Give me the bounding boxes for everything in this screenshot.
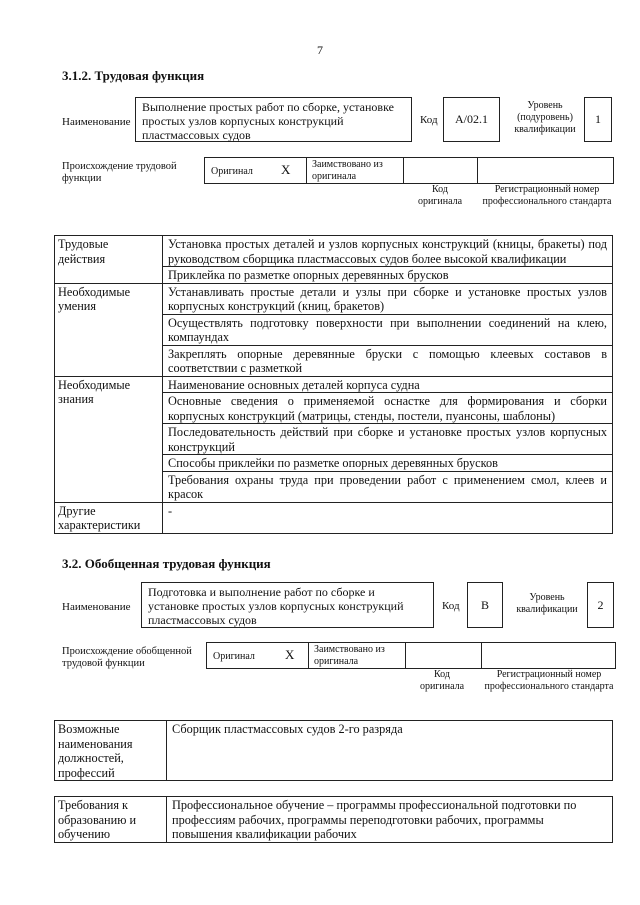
generalized-function-name-value: Подготовка и выполнение работ по сборке и установке простых узлов корпусных конструкций пластмассовых судов <box>148 585 404 627</box>
function-name-box <box>135 97 412 142</box>
table-row <box>55 283 613 314</box>
reg-number-label: Регистрационный номер профессионального стандарта <box>482 184 612 207</box>
table-row <box>55 376 613 393</box>
table-cell: Осуществлять подготовку поверхности при выполнении соединений на клею, компаундах <box>163 314 613 345</box>
table-cell: Установка простых деталей и узлов корпусных конструкций (кницы, бракеты) под руководством сборщика пластмассовых судов более высокой квалификации <box>163 236 613 267</box>
table-cell: Способы приклейки по разметке опорных деревянных брусков <box>163 455 613 472</box>
code-original-label-2: Код оригинала <box>419 669 465 692</box>
original-mark: X <box>281 162 291 177</box>
origin-row-2 <box>206 642 616 669</box>
original-label: Оригинал <box>211 166 253 177</box>
level-label-2: Уровень квалификации <box>516 592 578 615</box>
table-cell: Приклейка по разметке опорных деревянных брусков <box>163 267 613 284</box>
row-label: Требования к образованию и обучению <box>55 797 167 843</box>
origin-row <box>204 157 614 184</box>
level-value: 1 <box>595 112 601 126</box>
row-label: Необходимые знания <box>55 376 163 502</box>
labor-function-table <box>54 235 613 534</box>
name-label: Наименование <box>62 116 131 128</box>
table-cell: Последовательность действий при сборке и установке простых узлов корпусных конструкций <box>163 424 613 455</box>
table-cell: Сборщик пластмассовых судов 2-го разряда <box>167 721 613 781</box>
row-label: Другие характеристики <box>55 502 163 533</box>
level-value-box-2 <box>587 582 614 628</box>
origin-label: Происхождение трудовой функции <box>62 161 177 184</box>
generalized-function-name-box <box>141 582 434 628</box>
table-cell: Профессиональное обучение – программы профессиональной подготовки по профессиям рабочих, программы переподготовки рабочих, программы повышения квалификации рабочих <box>167 797 613 843</box>
row-label: Необходимые умения <box>55 283 163 376</box>
table-cell: - <box>163 502 613 533</box>
table-cell: Требования охраны труда при проведении работ с применением смол, клеев и красок <box>163 471 613 502</box>
code-value-box <box>443 97 500 142</box>
section-heading-3-1-2: 3.1.2. Трудовая функция <box>62 68 205 83</box>
divider <box>405 643 406 668</box>
section-heading-3-2: 3.2. Обобщенная трудовая функция <box>62 556 271 571</box>
divider <box>308 643 309 668</box>
divider <box>477 158 478 183</box>
table-cell: Основные сведения о применяемой оснастке для формирования и сборки корпусных конструкций (матрицы, стенды, постели, пуансоны, шаблоны) <box>163 393 613 424</box>
education-table <box>54 796 613 843</box>
code-label: Код <box>420 114 438 126</box>
level-value-2: 2 <box>597 598 604 612</box>
table-cell: Закреплять опорные деревянные бруски с помощью клеевых составов в соответствии с разметкой <box>163 345 613 376</box>
code-value: А/02.1 <box>455 112 488 126</box>
origin-label-2: Происхождение обобщенной трудовой функции <box>62 646 192 669</box>
code-label-2: Код <box>442 600 460 612</box>
code-original-label: Код оригинала <box>417 184 463 207</box>
table-cell: Устанавливать простые детали и узлы при сборке и установке простых узлов корпусных конструкций (книц, бракетов) <box>163 283 613 314</box>
divider <box>481 643 482 668</box>
table-row <box>55 721 613 781</box>
code-value-box-2 <box>467 582 503 628</box>
original-mark-2: X <box>285 647 295 662</box>
borrowed-label-2: Заимствовано из оригинала <box>314 644 385 667</box>
reg-number-label-2: Регистрационный номер профессионального стандарта <box>484 669 614 692</box>
positions-table <box>54 720 613 781</box>
code-value-2: B <box>480 598 489 612</box>
divider <box>306 158 307 183</box>
original-label-2: Оригинал <box>213 651 255 662</box>
divider <box>403 158 404 183</box>
table-row <box>55 502 613 533</box>
row-label: Трудовые действия <box>55 236 163 284</box>
table-row <box>55 236 613 267</box>
name-label-2: Наименование <box>62 601 131 613</box>
function-name-value: Выполнение простых работ по сборке, установке простых узлов корпусных конструкций пластмассовых судов <box>142 100 394 142</box>
row-label: Возможные наименования должностей, профессий <box>55 721 167 781</box>
table-cell: Наименование основных деталей корпуса судна <box>163 376 613 393</box>
table-row <box>55 797 613 843</box>
borrowed-label: Заимствовано из оригинала <box>312 159 383 182</box>
level-label: Уровень (подуровень) квалификации <box>514 100 576 135</box>
level-value-box <box>584 97 612 142</box>
page-number: 7 <box>317 43 323 57</box>
